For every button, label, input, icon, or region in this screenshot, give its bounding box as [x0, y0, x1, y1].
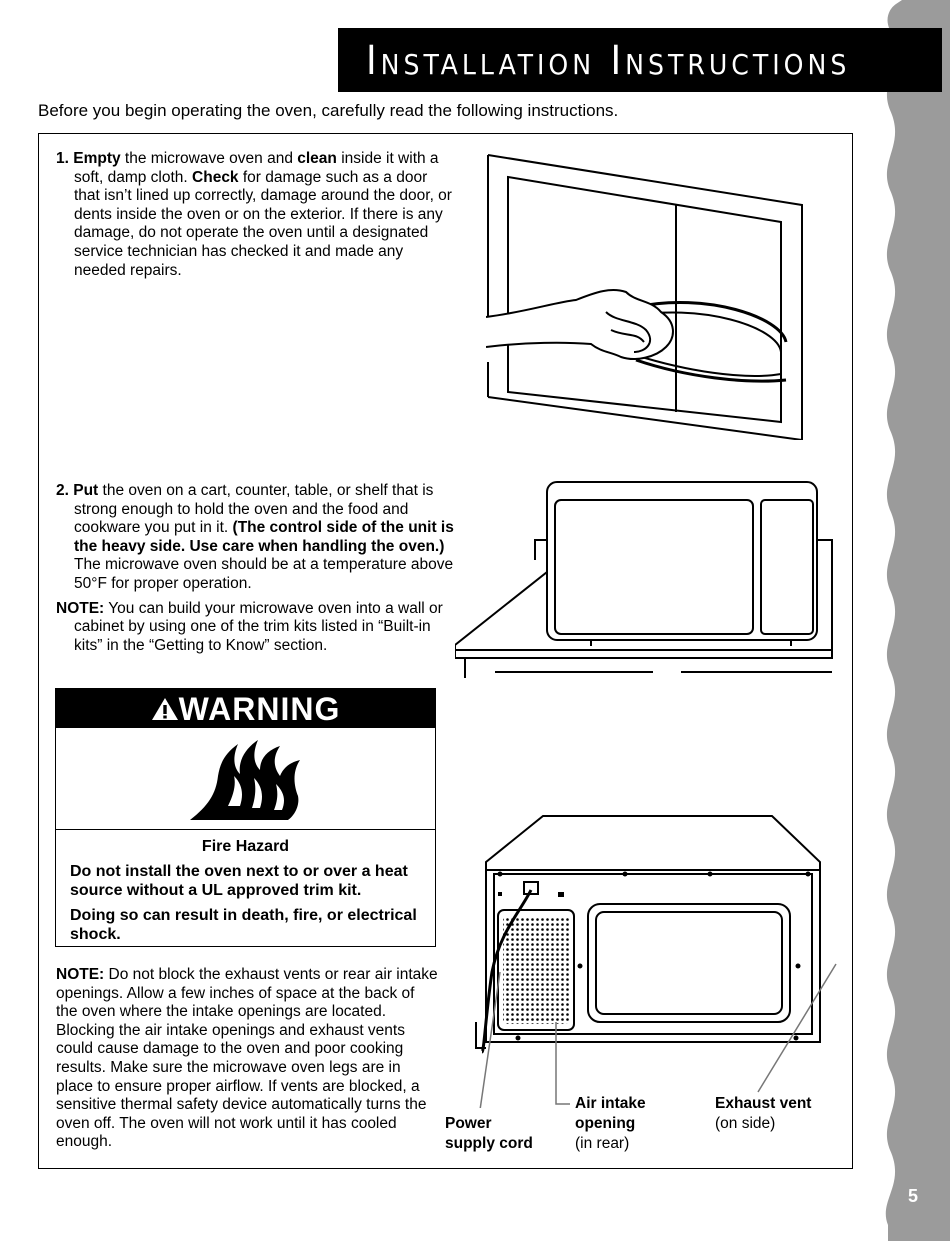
fire-icon [188, 736, 308, 822]
page-number: 5 [908, 1186, 919, 1206]
oven-on-counter-illustration [455, 480, 835, 680]
step-1-text: the microwave oven and [120, 150, 298, 167]
hand-icon [486, 290, 673, 359]
exhaust-vent-label-line-1: Exhaust vent [715, 1095, 812, 1112]
vent-note-label: NOTE: [56, 966, 105, 983]
warning-triangle-icon [151, 696, 179, 722]
exhaust-vent-label-line-2: (on side) [715, 1115, 776, 1132]
step-2 [56, 482, 456, 655]
step-2-bold-caution: (The control side of the unit is the heavy side. Use care when handling the oven.) [74, 519, 454, 555]
step-2-note-text: You can build your microwave oven into a wall or cabinet by using one of the trim kits listed in “Built-in kits” in the “Getting to Know” section. [74, 599, 443, 654]
step-2-text: The microwave oven should be at a temperature above 50°F for proper operation. [74, 556, 454, 592]
air-intake-label [575, 1094, 646, 1154]
air-intake-label-line-3: (in rear) [575, 1135, 630, 1152]
fire-hazard-title: Fire Hazard [201, 838, 290, 855]
air-intake-grille [503, 916, 569, 1024]
page-title: Installation Instructions [366, 38, 851, 84]
warning-line-1: Do not install the oven next to or over a heat source without a UL approved trim kit. [70, 863, 408, 899]
step-1-bold-check: Check [192, 168, 239, 186]
warning-line-2: Doing so can result in death, fire, or electrical shock. [70, 907, 417, 943]
power-cord-label-line-1: Power [445, 1115, 492, 1132]
intro-text: Before you begin operating the oven, carefully read the following instructions. [38, 101, 619, 120]
air-intake-label-line-1: Air intake [575, 1095, 646, 1112]
step-1-text: for damage such as a door that isn’t lined up correctly, damage around the door, or dents inside the oven or on the exterior. If there is any damage, do not operate the oven until a designated service technician has checked it and made any needed repairs. [74, 168, 452, 279]
warning-header [56, 689, 435, 728]
warning-heading: WARNING [178, 691, 341, 727]
step-1 [56, 150, 454, 280]
power-cord-label [445, 1114, 533, 1154]
step-2-text: the oven on a cart, counter, table, or shelf that is strong enough to hold the oven and the food and cookware you put in it. [74, 482, 434, 537]
step-1-bold-clean: clean [297, 150, 337, 167]
cleaning-illustration [486, 152, 806, 440]
oven-rear-illustration [440, 812, 840, 1108]
vent-note-text: Do not block the exhaust vents or rear air intake openings. Allow a few inches of space at the back of the oven where the intake openings are located. Blocking the air intake openings and exhaust vents could cause damage to the oven and poor cooking results. Make sure the microwave oven legs are in place to ensure proper airflow. If vents are blocked, a sensitive thermal safety device automatically turns the oven off. The oven will not work until it has cooled enough. [56, 966, 438, 1151]
step-2-number: 2. [56, 482, 69, 499]
title-bar [338, 28, 942, 92]
step-2-bold-put: Put [73, 482, 99, 499]
warning-icon-area [56, 728, 435, 830]
step-2-note-label: NOTE: [56, 599, 105, 617]
air-intake-label-line-2: opening [575, 1115, 636, 1132]
power-cord-label-line-2: supply cord [445, 1135, 533, 1152]
step-1-number: 1. [56, 150, 69, 167]
vent-note [56, 966, 438, 1152]
step-1-bold-empty: Empty [73, 150, 121, 167]
decorative-wave-band [884, 0, 950, 1241]
warning-box [55, 688, 436, 947]
exhaust-vent-label [715, 1094, 811, 1134]
step-1-text: inside it with a soft, damp cloth. [74, 150, 439, 186]
